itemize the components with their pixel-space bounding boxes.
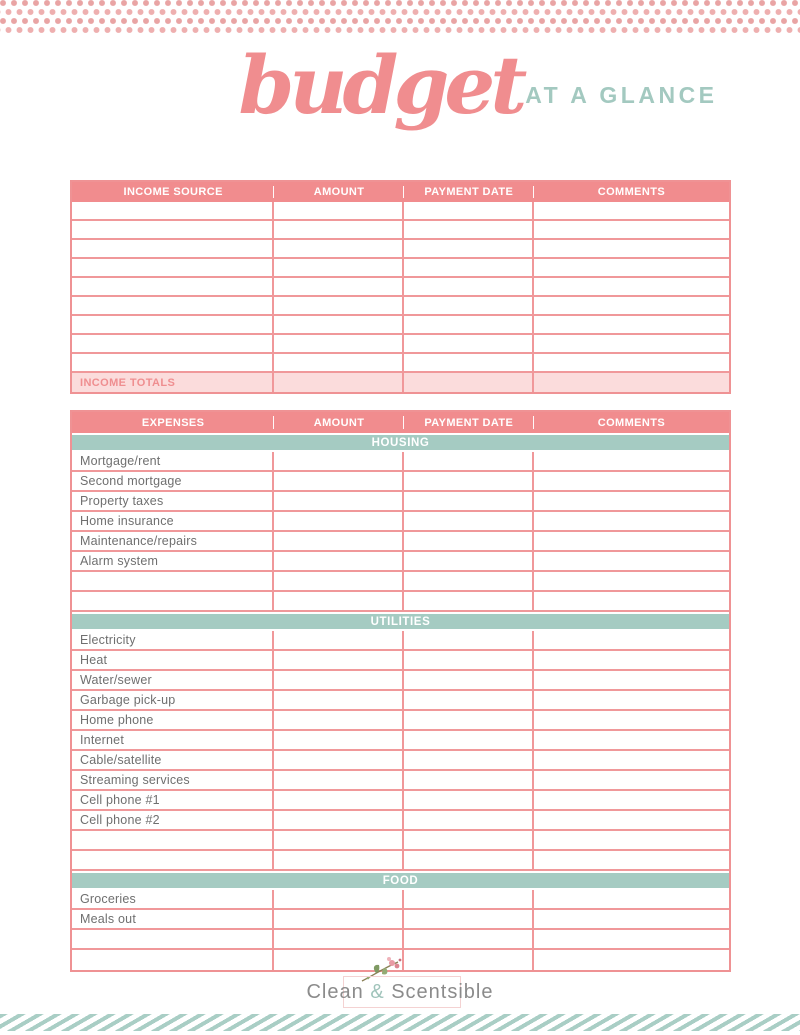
income-row-cell-0: [72, 240, 274, 257]
income-row-cell-2: [404, 221, 534, 238]
expense-row-cell-1: [274, 532, 403, 550]
income-row: [72, 297, 729, 316]
expense-row-cell-3: [534, 532, 729, 550]
expense-row-cell-0: Home phone: [72, 711, 274, 729]
expense-row-cell-0: Meals out: [72, 910, 274, 928]
income-row-cell-1: [274, 278, 403, 295]
income-row-cell-0: [72, 297, 274, 314]
expense-row-cell-2: [404, 592, 534, 610]
expense-table-header-amount: AMOUNT: [274, 412, 403, 433]
expense-row: [72, 930, 729, 950]
expense-row-cell-3: [534, 572, 729, 590]
section-band-food: FOOD: [72, 871, 729, 890]
expense-row-cell-2: [404, 890, 534, 908]
income-row: [72, 354, 729, 373]
expense-row-cell-0: Cell phone #1: [72, 791, 274, 809]
income-row: [72, 202, 729, 221]
income-row: [72, 316, 729, 335]
expense-row: [72, 791, 729, 811]
income-row-cell-0: [72, 259, 274, 276]
income-row-cell-1: [274, 335, 403, 352]
expense-row-cell-1: [274, 890, 403, 908]
income-row: [72, 221, 729, 240]
section-band-housing: HOUSING: [72, 433, 729, 452]
expense-row-cell-3: [534, 791, 729, 809]
expense-row-cell-0: Alarm system: [72, 552, 274, 570]
income-totals-comments-cell: [534, 373, 729, 392]
income-row-cell-2: [404, 335, 534, 352]
expense-row-cell-1: [274, 691, 403, 709]
expense-row-cell-1: [274, 851, 403, 869]
expense-row-cell-1: [274, 492, 403, 510]
expense-row-cell-3: [534, 631, 729, 649]
expense-row: [72, 572, 729, 592]
expense-row-cell-0: Streaming services: [72, 771, 274, 789]
expense-row-cell-1: [274, 791, 403, 809]
income-row-cell-1: [274, 259, 403, 276]
expense-row-cell-0: [72, 592, 274, 610]
income-table-header-payment-date: PAYMENT DATE: [404, 182, 534, 202]
expense-row: [72, 472, 729, 492]
expense-row-cell-1: [274, 592, 403, 610]
income-row-cell-2: [404, 202, 534, 219]
expense-row-cell-2: [404, 831, 534, 849]
expense-row-cell-0: [72, 930, 274, 948]
expense-row: [72, 771, 729, 791]
expense-table-header-row: [72, 412, 729, 433]
expense-row-cell-1: [274, 572, 403, 590]
expense-row: [72, 731, 729, 751]
title-subtitle-at-a-glance: AT A GLANCE: [525, 82, 718, 108]
income-row-cell-1: [274, 240, 403, 257]
income-row-cell-1: [274, 202, 403, 219]
income-row-cell-3: [534, 316, 729, 333]
expense-row-cell-0: Mortgage/rent: [72, 452, 274, 470]
expense-table-header-payment-date: PAYMENT DATE: [404, 412, 534, 433]
income-row-cell-2: [404, 259, 534, 276]
expense-row: [72, 811, 729, 831]
expense-row-cell-2: [404, 691, 534, 709]
expense-row-cell-0: Garbage pick-up: [72, 691, 274, 709]
expense-row: [72, 452, 729, 472]
income-table-body: [72, 202, 729, 373]
expense-row-cell-0: [72, 572, 274, 590]
expense-row-cell-3: [534, 452, 729, 470]
expense-row-cell-0: [72, 831, 274, 849]
expense-row-cell-0: Cell phone #2: [72, 811, 274, 829]
income-row-cell-2: [404, 297, 534, 314]
expense-row-cell-0: [72, 851, 274, 869]
expense-row-cell-2: [404, 851, 534, 869]
expense-table-body: [72, 433, 729, 970]
income-row: [72, 335, 729, 354]
expense-row: [72, 512, 729, 532]
brand-text-scentsible: Scentsible: [391, 981, 494, 1003]
section-band-utilities: UTILITIES: [72, 612, 729, 631]
brand-text-ampersand: &: [370, 981, 385, 1003]
income-row-cell-2: [404, 240, 534, 257]
income-row-cell-0: [72, 221, 274, 238]
expense-row-cell-2: [404, 811, 534, 829]
expense-row-cell-1: [274, 472, 403, 490]
expense-row-cell-2: [404, 452, 534, 470]
expense-row-cell-3: [534, 831, 729, 849]
expense-row-cell-3: [534, 711, 729, 729]
expense-row-cell-2: [404, 731, 534, 749]
expense-row: [72, 831, 729, 851]
page-title: [0, 30, 800, 145]
expense-row-cell-2: [404, 552, 534, 570]
expense-row-cell-2: [404, 651, 534, 669]
expense-row: [72, 711, 729, 731]
expense-row: [72, 851, 729, 871]
expense-row-cell-1: [274, 831, 403, 849]
expense-row-cell-3: [534, 930, 729, 948]
expense-row-cell-2: [404, 771, 534, 789]
income-row-cell-3: [534, 278, 729, 295]
expense-row-cell-1: [274, 930, 403, 948]
expense-table-header-comments: COMMENTS: [597, 416, 666, 429]
expense-row-cell-3: [534, 731, 729, 749]
income-row-cell-1: [274, 221, 403, 238]
expense-row-cell-3: [534, 890, 729, 908]
expense-row-cell-3: [534, 492, 729, 510]
expense-row: [72, 691, 729, 711]
expense-row: [72, 532, 729, 552]
expense-row-cell-2: [404, 492, 534, 510]
expense-row-cell-3: [534, 771, 729, 789]
income-row-cell-0: [72, 335, 274, 352]
income-row-cell-3: [534, 259, 729, 276]
expense-row-cell-1: [274, 452, 403, 470]
expense-row-cell-1: [274, 651, 403, 669]
income-table-header-amount: AMOUNT: [274, 182, 403, 202]
income-row: [72, 278, 729, 297]
expense-row-cell-3: [534, 851, 729, 869]
expense-row: [72, 492, 729, 512]
expense-table: [70, 410, 731, 972]
expense-row-cell-3: [534, 671, 729, 689]
expense-row-cell-2: [404, 711, 534, 729]
expense-row-cell-0: Electricity: [72, 631, 274, 649]
expense-row-cell-1: [274, 512, 403, 530]
expense-row-cell-0: Water/sewer: [72, 671, 274, 689]
income-row-cell-2: [404, 316, 534, 333]
expense-row-cell-1: [274, 910, 403, 928]
expense-row-cell-0: Internet: [72, 731, 274, 749]
expense-row-cell-2: [404, 751, 534, 769]
expense-row: [72, 671, 729, 691]
expense-row: [72, 631, 729, 651]
expense-row-cell-1: [274, 711, 403, 729]
brand-text: [0, 981, 800, 1004]
income-row-cell-2: [404, 278, 534, 295]
income-row-cell-1: [274, 297, 403, 314]
expense-row-cell-1: [274, 771, 403, 789]
expense-row-cell-3: [534, 472, 729, 490]
expense-row-cell-2: [404, 930, 534, 948]
expense-row-cell-2: [404, 671, 534, 689]
expense-row-cell-1: [274, 631, 403, 649]
income-row: [72, 259, 729, 278]
expense-row-cell-3: [534, 592, 729, 610]
income-table-header-comments: COMMENTS: [597, 186, 666, 198]
income-row: [72, 240, 729, 259]
page-title-inner: [238, 30, 717, 140]
title-script-budget: budget: [238, 38, 523, 132]
income-table-header-income-source: INCOME SOURCE: [72, 182, 274, 202]
expense-row-cell-1: [274, 552, 403, 570]
expense-row: [72, 751, 729, 771]
expense-row-cell-0: Cable/satellite: [72, 751, 274, 769]
expense-row-cell-2: [404, 910, 534, 928]
expense-row-cell-3: [534, 552, 729, 570]
income-row-cell-0: [72, 316, 274, 333]
income-totals-row: [72, 373, 729, 392]
expense-row-cell-2: [404, 512, 534, 530]
expense-row: [72, 651, 729, 671]
expense-row-cell-3: [534, 910, 729, 928]
expense-table-header-expenses: EXPENSES: [72, 412, 274, 433]
income-row-cell-3: [534, 221, 729, 238]
income-row-cell-1: [274, 354, 403, 371]
expense-row-cell-0: Heat: [72, 651, 274, 669]
income-totals-amount-cell: [274, 373, 403, 392]
income-row-cell-3: [534, 297, 729, 314]
expense-row-cell-2: [404, 791, 534, 809]
income-row-cell-1: [274, 316, 403, 333]
expense-row-cell-0: Property taxes: [72, 492, 274, 510]
expense-row-cell-2: [404, 472, 534, 490]
expense-row-cell-0: Groceries: [72, 890, 274, 908]
expense-row-cell-0: Home insurance: [72, 512, 274, 530]
expense-row-cell-2: [404, 532, 534, 550]
expense-row: [72, 592, 729, 612]
income-table-header-row: [72, 182, 729, 202]
expense-row-cell-3: [534, 751, 729, 769]
stripe-border-bottom: [0, 1014, 800, 1031]
expense-row-cell-0: Maintenance/repairs: [72, 532, 274, 550]
expense-row: [72, 910, 729, 930]
expense-row-cell-1: [274, 731, 403, 749]
income-row-cell-2: [404, 354, 534, 371]
expense-row-cell-1: [274, 811, 403, 829]
expense-row: [72, 890, 729, 910]
expense-row-cell-1: [274, 751, 403, 769]
income-row-cell-0: [72, 354, 274, 371]
income-row-cell-3: [534, 335, 729, 352]
expense-row-cell-3: [534, 691, 729, 709]
polka-dot-border-top: [0, 0, 800, 33]
expense-row-cell-2: [404, 572, 534, 590]
expense-row-cell-2: [404, 631, 534, 649]
income-row-cell-3: [534, 202, 729, 219]
expense-row-cell-3: [534, 651, 729, 669]
footer-logo: [0, 950, 800, 1012]
expense-row: [72, 552, 729, 572]
income-table: [70, 180, 731, 394]
income-row-cell-3: [534, 240, 729, 257]
brand-text-clean: Clean: [306, 981, 364, 1003]
expense-row-cell-1: [274, 671, 403, 689]
income-row-cell-3: [534, 354, 729, 371]
expense-row-cell-0: Second mortgage: [72, 472, 274, 490]
income-row-cell-0: [72, 278, 274, 295]
income-totals-label: INCOME TOTALS: [72, 373, 274, 392]
expense-row-cell-3: [534, 811, 729, 829]
expense-row-cell-3: [534, 512, 729, 530]
income-totals-payment-date-cell: [404, 373, 534, 392]
income-row-cell-0: [72, 202, 274, 219]
